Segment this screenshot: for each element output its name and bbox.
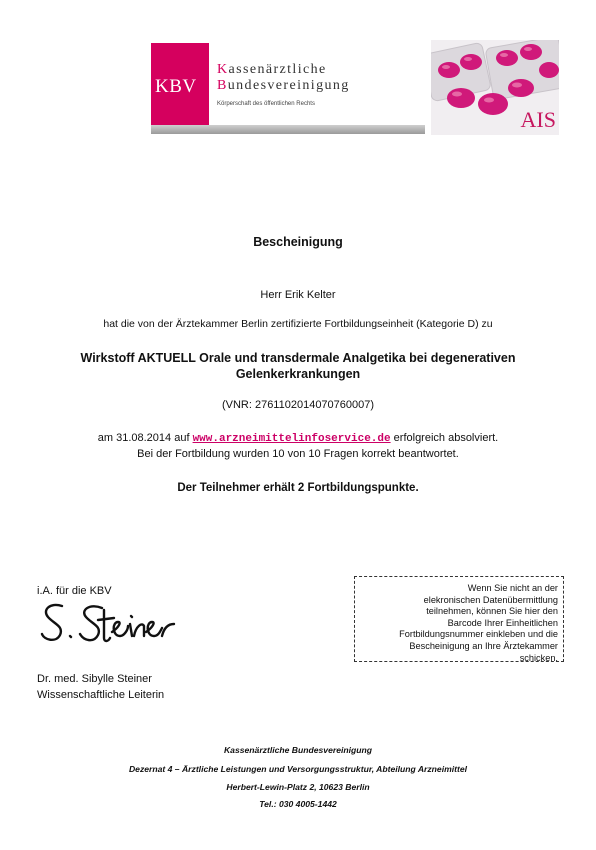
signer-name: Dr. med. Sibylle Steiner	[37, 673, 152, 685]
kbv-logo-box-label: KBV	[155, 76, 197, 97]
completion-text	[0, 431, 596, 462]
kbv-subtitle: Körperschaft des öffentlichen Rechts	[217, 101, 315, 107]
barcode-note-line: Barcode Ihrer Einheitlichen	[447, 617, 558, 628]
questions-result: Bei der Fortbildung wurden 10 von 10 Fragen korrekt beantwortet.	[137, 448, 459, 460]
course-title-line1: Wirkstoff AKTUELL Orale und transdermale Analgetika bei degenerativen	[80, 351, 516, 365]
kbv-logo-shadow-bar	[151, 125, 425, 134]
completion-prefix: am 31.08.2014 auf	[97, 432, 193, 444]
footer-address: Herbert-Lewin-Platz 2, 10623 Berlin	[226, 782, 370, 792]
recipient-name: Herr Erik Kelter	[260, 289, 336, 301]
ais-logo	[431, 40, 559, 135]
footer-department: Dezernat 4 – Ärztliche Leistungen und Versorgungsstruktur, Abteilung Arzneimittel	[128, 764, 468, 774]
course-title	[0, 350, 596, 382]
footer-organization: Kassenärztliche Bundesvereinigung	[223, 745, 373, 755]
kbv-logo-box	[151, 43, 209, 130]
kbv-logo	[151, 43, 425, 134]
course-title-line2: Gelenkerkrankungen	[235, 367, 361, 381]
on-behalf-label: i.A. für die KBV	[37, 585, 112, 597]
completion-line	[0, 431, 596, 447]
ais-logo-label: AIS	[520, 107, 556, 132]
handwritten-signature	[40, 600, 180, 648]
website-link[interactable]: www.arzneimittelinfoservice.de	[192, 433, 391, 445]
kbv-name-line1: Kassenärztliche	[217, 62, 327, 77]
barcode-note-line: Wenn Sie nicht an der	[467, 583, 558, 593]
kbv-name-line2: Bundesvereinigung	[217, 78, 350, 93]
barcode-note-line: schicken.	[519, 652, 558, 663]
barcode-note-line: teilnehmen, können Sie hier den	[426, 606, 558, 617]
signer-role: Wissenschaftliche Leiterin	[37, 689, 165, 701]
vnr-number: (VNR: 2761102014070760007)	[221, 399, 375, 411]
barcode-note-line: Bescheinigung an Ihre Ärztekammer	[409, 640, 558, 651]
completion-suffix: erfolgreich absolviert.	[390, 432, 499, 444]
barcode-note-line: elekronischen Datenübermittlung	[423, 594, 558, 605]
points-awarded: Der Teilnehmer erhält 2 Fortbildungspunkte.	[177, 482, 419, 494]
barcode-note-line: Fortbildungsnummer einkleben und die	[399, 629, 558, 640]
footer-phone: Tel.: 030 4005-1442	[259, 799, 337, 809]
barcode-placeholder-box	[354, 576, 564, 662]
intro-text: hat die von der Ärztekammer Berlin zertifizierte Fortbildungseinheit (Kategorie D) zu	[103, 318, 493, 330]
certificate-title: Bescheinigung	[253, 235, 343, 249]
